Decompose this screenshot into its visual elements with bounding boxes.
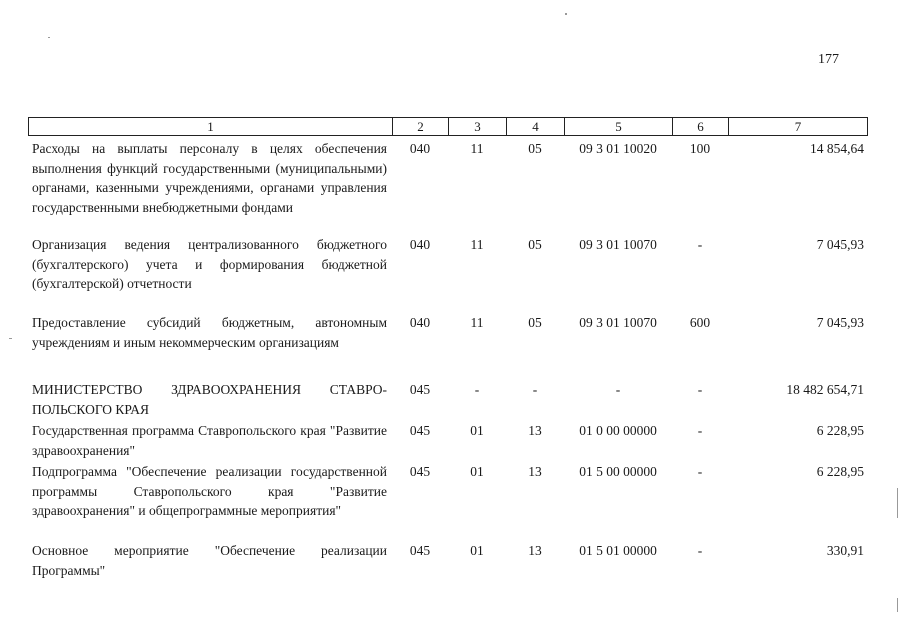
row-col-7: 7 045,93: [816, 315, 864, 330]
row-col-7: 6 228,95: [816, 423, 864, 438]
page-number: 177: [818, 52, 839, 67]
scan-speck: [897, 598, 898, 612]
row-col-2: 045: [409, 543, 431, 558]
row-col-7: 14 854,64: [810, 141, 864, 156]
row-col-3: 01: [470, 423, 484, 438]
row-col-4: -: [532, 382, 538, 397]
row-col-3: 11: [470, 141, 484, 156]
row-col-6: 100: [689, 141, 711, 156]
row-col-7: 18 482 654,71: [786, 382, 864, 397]
header-col-6: 6: [673, 118, 729, 135]
row-col-2: 045: [409, 382, 431, 397]
row-col-6: -: [697, 382, 703, 397]
row-col-5: 01 0 00 00000: [579, 423, 657, 438]
row-col-5: -: [615, 382, 621, 397]
row-col-3: 11: [470, 315, 484, 330]
row-description: Предоставление субсидий бюджетным, автономным учреждениям и иным некоммерческим организациям: [32, 315, 387, 350]
row-col-2: 045: [409, 423, 431, 438]
row-col-2: 040: [409, 315, 431, 330]
row-col-5: 09 3 01 10020: [579, 141, 657, 156]
scan-speck: [897, 488, 898, 518]
header-col-7: 7: [794, 119, 802, 134]
row-description: МИНИСТЕРСТВО ЗДРАВООХРАНЕНИЯ СТАВРО-ПОЛЬСКОГО КРАЯ: [32, 382, 387, 417]
row-col-5: 09 3 01 10070: [579, 237, 657, 252]
row-col-7: 7 045,93: [816, 237, 864, 252]
row-col-3: 11: [470, 237, 484, 252]
row-col-4: 13: [528, 543, 542, 558]
row-col-2: 040: [409, 237, 431, 252]
row-col-4: 13: [528, 464, 542, 479]
row-col-4: 05: [528, 141, 542, 156]
scan-speck: [565, 13, 567, 15]
row-col-3: 01: [470, 464, 484, 479]
header-col-4: 4: [507, 118, 565, 135]
row-description: Основное мероприятие "Обеспечение реализации Программы": [32, 543, 387, 578]
row-col-7: 330,91: [826, 543, 864, 558]
row-description: Подпрограмма "Обеспечение реализации государственной программы Ставропольского края "Развитие здравоохранения" и общепрограммные мероприятия": [32, 464, 387, 518]
header-col-3: 3: [449, 118, 507, 135]
row-col-6: -: [697, 423, 703, 438]
row-description: Организация ведения централизованного бюджетного (бухгалтерского) учета и формирования бюджетной (бухгалтерской) отчетности: [32, 237, 387, 291]
row-col-7: 6 228,95: [816, 464, 864, 479]
header-col-1: 1: [29, 118, 393, 135]
row-col-4: 05: [528, 315, 542, 330]
header-col-2: 2: [393, 118, 449, 135]
row-col-3: 01: [470, 543, 484, 558]
scan-speck: [48, 37, 50, 38]
row-col-4: 05: [528, 237, 542, 252]
row-col-5: 09 3 01 10070: [579, 315, 657, 330]
row-col-4: 13: [528, 423, 542, 438]
row-col-6: -: [697, 464, 703, 479]
row-col-5: 01 5 01 00000: [579, 543, 657, 558]
row-col-6: 600: [689, 315, 711, 330]
row-description: Расходы на выплаты персоналу в целях обеспечения выполнения функций государственными (муниципальными) органами, казенными учреждениями, органами управления государственными внебюджетными фондами: [32, 141, 387, 215]
header-col-5: 5: [565, 118, 673, 135]
row-col-6: -: [697, 237, 703, 252]
row-col-3: -: [474, 382, 480, 397]
row-description: Государственная программа Ставропольского края "Развитие здравоохранения": [32, 423, 387, 458]
row-col-2: 045: [409, 464, 431, 479]
table-header: [28, 117, 868, 136]
row-col-5: 01 5 00 00000: [579, 464, 657, 479]
row-col-2: 040: [409, 141, 431, 156]
scan-speck: [9, 338, 12, 339]
row-col-6: -: [697, 543, 703, 558]
